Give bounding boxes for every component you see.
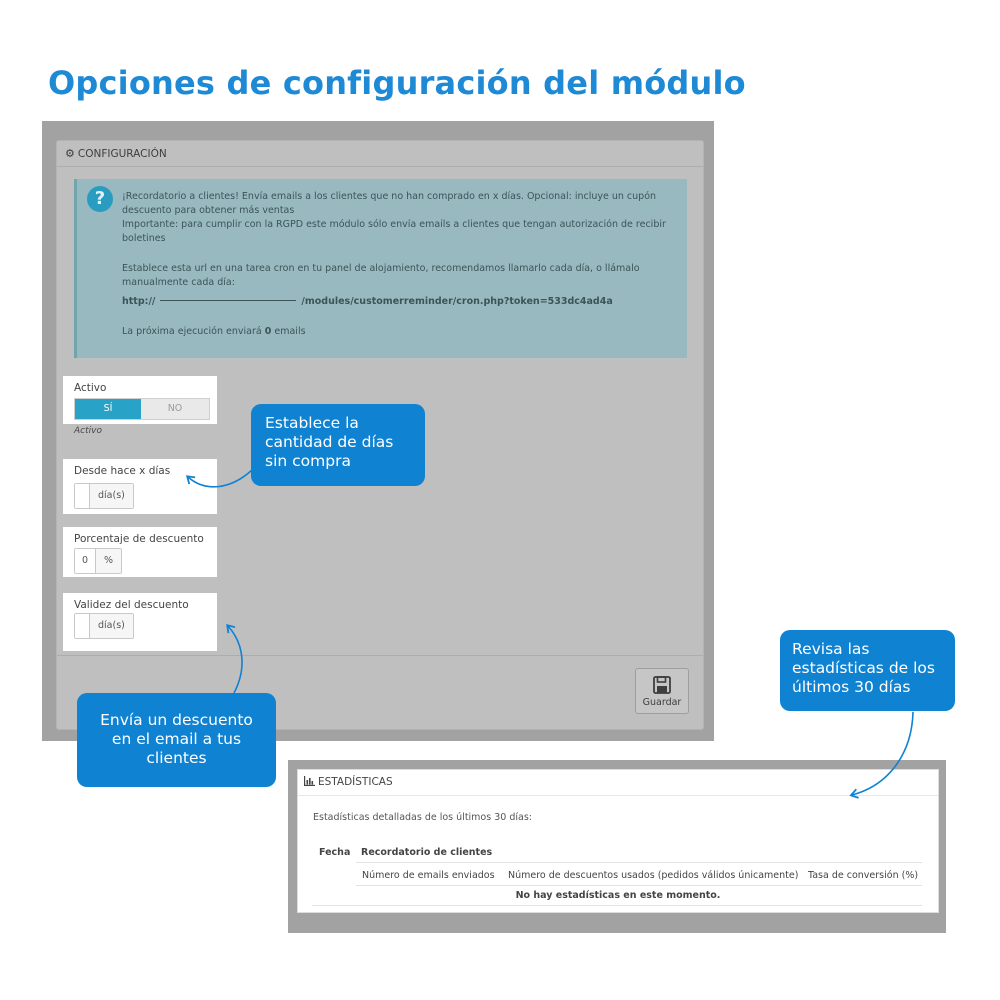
next-run-count: 0 (264, 326, 272, 337)
discount-percent-addon: % (96, 549, 121, 573)
stats-description: Estadísticas detalladas de los últimos 30 días: (313, 812, 532, 823)
subheader-divider (356, 885, 922, 886)
table-bottom-rule (312, 905, 922, 906)
bar-chart-icon (304, 776, 315, 786)
config-panel-header (57, 141, 703, 167)
config-header-label: CONFIGURACIÓN (77, 148, 167, 160)
col-conversion-rate: Tasa de conversión (%) (808, 870, 919, 881)
stats-header-label: ESTADÍSTICAS (318, 776, 393, 788)
discount-percent-field (63, 527, 217, 577)
switch-no[interactable]: NO (141, 399, 209, 419)
discount-validity-label: Validez del descuento (74, 599, 189, 611)
active-switch[interactable] (74, 398, 210, 420)
stats-panel-header (298, 770, 938, 796)
col-group-customer-reminder: Recordatorio de clientes (361, 847, 493, 858)
info-rgpd-note: Importante: para cumplir con la RGPD este módulo sólo envía emails a clientes que tengan autorización de recibir boletines (122, 219, 666, 244)
next-run-info: La próxima ejecución enviará 0 emails (122, 326, 306, 337)
active-label: Activo (74, 382, 107, 394)
discount-percent-label: Porcentaje de descuento (74, 533, 204, 545)
save-label: Guardar (642, 697, 682, 708)
discount-validity-input[interactable] (75, 614, 90, 638)
header-divider (356, 862, 922, 863)
save-button[interactable] (635, 668, 689, 714)
cron-url[interactable]: http:// /modules/customerreminder/cron.php?token=533dc4ad4a (122, 296, 613, 307)
stats-empty-message: No hay estadísticas en este momento. (515, 890, 721, 901)
info-alert (74, 179, 687, 358)
active-help-text: Activo (74, 426, 102, 436)
callout-review-stats: Revisa las estadísticas de los últimos 30 días (780, 630, 955, 711)
active-field (63, 376, 217, 424)
stats-panel (297, 769, 939, 913)
since-days-input-group (74, 483, 134, 509)
col-emails-sent: Número de emails enviados (362, 870, 495, 881)
panel-footer (57, 655, 703, 656)
callout-send-discount: Envía un descuento en el email a tus clientes (77, 693, 276, 787)
since-days-addon: día(s) (90, 484, 133, 508)
col-date: Fecha (319, 847, 351, 858)
question-icon: ? (87, 186, 113, 212)
page-title: Opciones de configuración del módulo (48, 64, 746, 102)
col-discounts-used: Número de descuentos usados (pedidos válidos únicamente) (508, 870, 799, 881)
callout-days-without-purchase: Establece la cantidad de días sin compra (251, 404, 425, 486)
since-days-input[interactable] (75, 484, 90, 508)
url-redacted (160, 300, 296, 301)
gears-icon: ⚙ (65, 147, 75, 160)
since-days-field (63, 459, 217, 514)
info-description: ¡Recordatorio a clientes! Envía emails a los clientes que no han comprado en x días. Opcional: incluye un cupón descuento para obtener más ventas (122, 191, 657, 216)
discount-input-group (74, 548, 122, 574)
stats-screenshot (288, 760, 946, 933)
floppy-disk-icon (652, 675, 672, 695)
info-cron-instructions: Establece esta url en una tarea cron en tu panel de alojamiento, recomendamos llamarlo cada día, o llámalo manualmente cada día: (122, 263, 640, 288)
switch-yes[interactable]: SÍ (75, 399, 141, 419)
since-days-label: Desde hace x días (74, 465, 171, 477)
validity-input-group (74, 613, 134, 639)
discount-percent-input[interactable]: 0 (75, 549, 96, 573)
discount-validity-addon: día(s) (90, 614, 133, 638)
discount-validity-field (63, 593, 217, 651)
